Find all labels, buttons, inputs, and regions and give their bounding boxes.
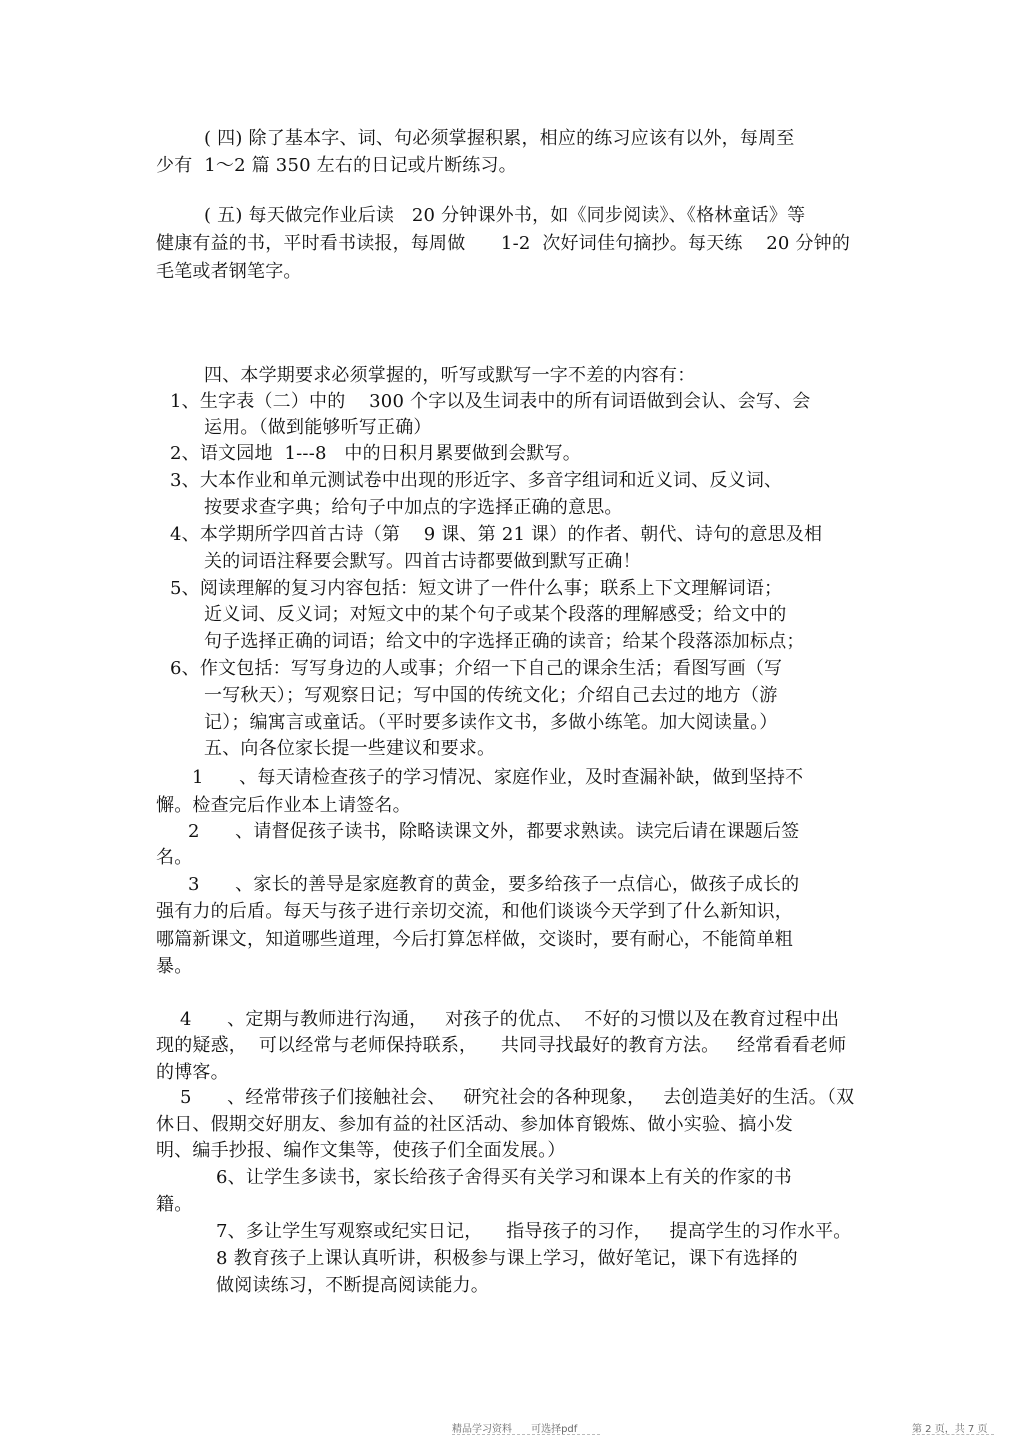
text-line: 记）；编寓言或童话。（平时要多读作文书，多做小练笔。加大阅读量。）	[204, 712, 778, 733]
page-number: 第 2 页，共 7 页	[912, 1424, 988, 1435]
text-line: 毛笔或者钢笔字。	[156, 261, 302, 282]
list-item: 6、让学生多读书，家长给孩子舍得买有关学习和课本上有关的作家的书	[216, 1167, 792, 1188]
list-item: 4、本学期所学四首古诗（第 9 课、第 21 课）的作者、朝代、诗句的意思及相	[170, 524, 823, 545]
text-line: 名。	[156, 847, 193, 868]
text-line: 按要求查字典；给句子中加点的字选择正确的意思。	[204, 497, 623, 518]
list-item: 8 教育孩子上课认真听讲，积极参与课上学习，做好笔记，课下有选择的	[216, 1248, 798, 1269]
text-line: 句子选择正确的词语；给文中的字选择正确的读音；给某个段落添加标点；	[204, 631, 805, 652]
section-heading: 五、向各位家长提一些建议和要求。	[204, 738, 496, 759]
list-item: 1 、每天请检查孩子的学习情况、家庭作业，及时查漏补缺，做到坚持不	[192, 767, 804, 788]
text-line: 哪篇新课文，知道哪些道理，今后打算怎样做，交谈时，要有耐心，不能简单粗	[156, 929, 793, 950]
footer-divider-right	[912, 1434, 994, 1435]
list-item: 7、多让学生写观察或纪实日记， 指导孩子的习作， 提高学生的习作水平。	[216, 1221, 852, 1242]
list-item: 5 、经常带孩子们接触社会、 研究社会的各种现象， 去创造美好的生活。（双	[180, 1087, 855, 1108]
text-line: 近义词、反义词；对短文中的某个句子或某个段落的理解感受；给文中的	[204, 604, 787, 625]
list-item: 3、大本作业和单元测试卷中出现的形近字、多音字组词和近义词、反义词、	[170, 470, 783, 491]
list-item: 1、生字表（二）中的 300 个字以及生词表中的所有词语做到会认、会写、会	[170, 391, 811, 412]
text-line: 懈。检查完后作业本上请签名。	[156, 795, 411, 816]
text-line: 强有力的后盾。每天与孩子进行亲切交流，和他们谈谈今天学到了什么新知识，	[156, 901, 793, 922]
text-line: ( 四) 除了基本字、词、句必须掌握积累，相应的练习应该有以外，每周至	[204, 128, 795, 149]
text-line: ( 五) 每天做完作业后读 20 分钟课外书，如《同步阅读》、《格林童话》等	[204, 205, 806, 226]
text-line: 一写秋天）；写观察日记；写中国的传统文化；介绍自己去过的地方（游	[204, 685, 778, 706]
list-item: 4 、定期与教师进行沟通， 对孩子的优点、 不好的习惯以及在教育过程中出	[180, 1009, 840, 1030]
footer-watermark: 精品学习资料 可选择pdf	[452, 1424, 578, 1435]
text-line: 少有 1～2 篇 350 左右的日记或片断练习。	[156, 155, 517, 176]
text-line: 明、编手抄报、编作文集等，使孩子们全面发展。）	[156, 1140, 566, 1161]
list-item: 2 、请督促孩子读书，除略读课文外，都要求熟读。读完后请在课题后签	[188, 821, 800, 842]
text-line: 籍。	[156, 1194, 193, 1215]
text-line: 的博客。	[156, 1062, 229, 1083]
text-line: 运用。（做到能够听写正确）	[204, 417, 432, 438]
text-line: 关的词语注释要会默写。四首古诗都要做到默写正确！	[204, 551, 641, 572]
list-item: 3 、家长的善导是家庭教育的黄金，要多给孩子一点信心，做孩子成长的	[188, 874, 800, 895]
list-item: 5、阅读理解的复习内容包括：短文讲了一件什么事；联系上下文理解词语；	[170, 578, 783, 599]
text-line: 休日、假期交好朋友、参加有益的社区活动、参加体育锻炼、做小实验、搞小发	[156, 1114, 793, 1135]
list-item: 6、作文包括：写写身边的人或事；介绍一下自己的课余生活；看图写画（写	[170, 658, 783, 679]
text-line: 健康有益的书，平时看书读报，每周做 1-2 次好词佳句摘抄。每天练 20 分钟的	[156, 233, 851, 254]
text-line: 做阅读练习，不断提高阅读能力。	[216, 1275, 489, 1296]
text-line: 暴。	[156, 956, 193, 977]
text-line: 现的疑惑， 可以经常与老师保持联系， 共同寻找最好的教育方法。 经常看看老师	[156, 1035, 847, 1056]
section-heading: 四、本学期要求必须掌握的，听写或默写一字不差的内容有：	[204, 365, 696, 386]
footer-divider-left	[452, 1434, 600, 1435]
list-item: 2、语文园地 1---8 中的日积月累要做到会默写。	[170, 443, 582, 464]
